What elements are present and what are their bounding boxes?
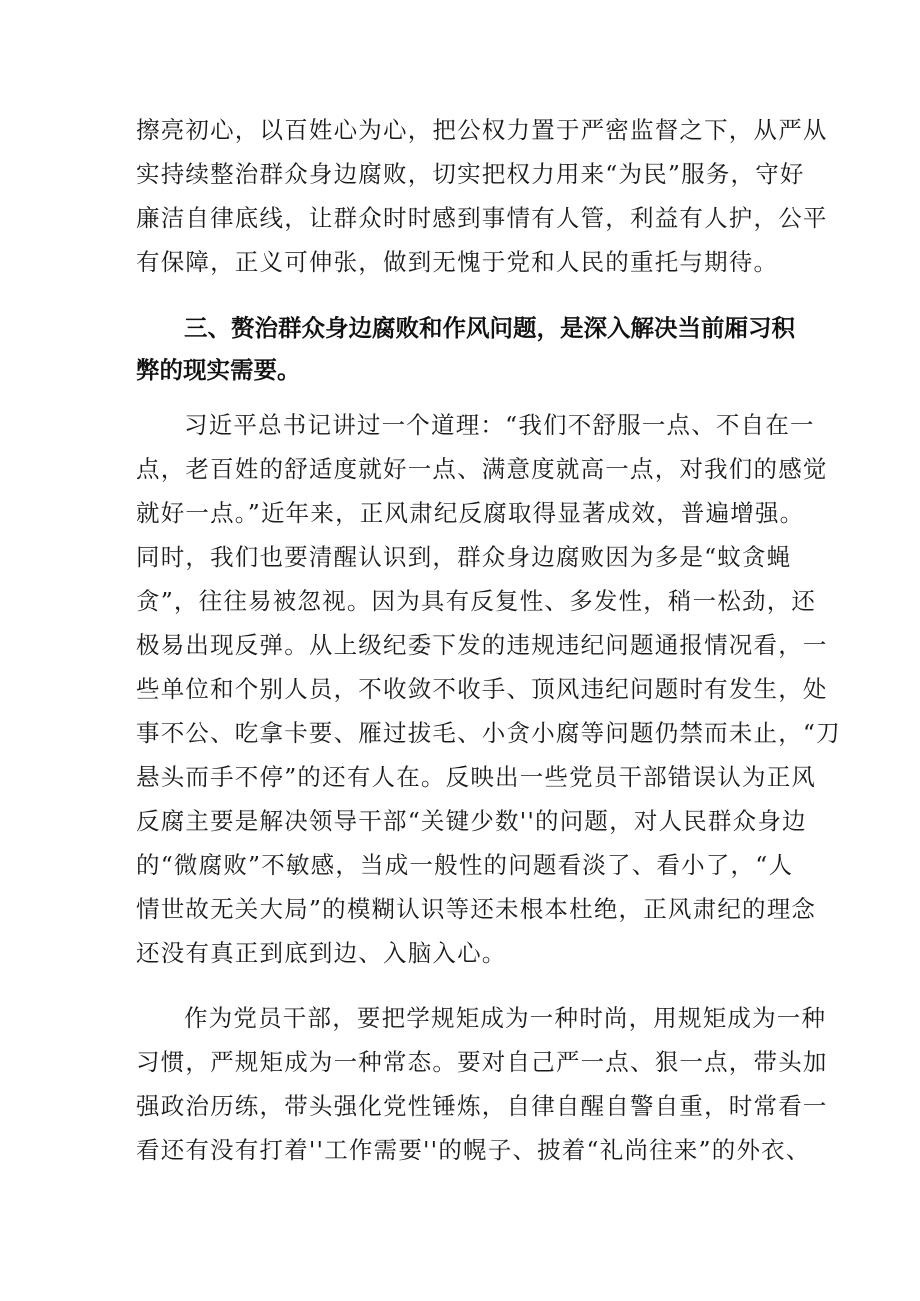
heading-line: 三、赘治群众身边腐败和作风问题，是深入解决当前厢习积: [184, 314, 795, 342]
paragraph-line: 强政治历练，带头强化党性锤炼，自律自醒自警自重，时常看一: [136, 1092, 828, 1120]
paragraph-line: 有保障，正义可伸张，做到无愧于党和人民的重托与期待。: [136, 248, 779, 276]
paragraph-3: [136, 996, 828, 1172]
paragraph-line: 擦亮初心，以百姓心为心，把公权力置于严密监督之下，从严从: [136, 116, 828, 144]
paragraph-line: 些单位和个别人员，不收敛不收手、顶风违纪问题时有发生，处: [136, 675, 828, 703]
paragraph-line: 习近平总书记讲过一个道理：“我们不舒服一点、不自在一: [184, 411, 815, 439]
paragraph-line: 同时，我们也要清醒认识到，群众身边腐败因为多是“蚊贪蝇: [136, 543, 792, 571]
paragraph-line: 事不公、吃拿卡要、雁过拔毛、小贪小腐等问题仍禁而未止，“刀: [136, 719, 841, 747]
paragraph-line: 还没有真正到底到边、入脑入心。: [136, 939, 507, 967]
paragraph-line: 看还有没有打着''工作需要''的幌子、披着“礼尚往来”的外衣、: [136, 1136, 811, 1164]
paragraph-line: 极易出现反弹。从上级纪委下发的违规违纪问题通报情况看，一: [136, 631, 828, 659]
paragraph-line: 实持续整治群众身边腐败，切实把权力用来“为民”服务，守好: [136, 160, 805, 188]
paragraph-line: 习惯，严规矩成为一种常态。要对自己严一点、狠一点，带头加: [136, 1048, 828, 1076]
paragraph-line: 的“微腐败”不敏感，当成一般性的问题看淡了、看小了，“人: [136, 851, 794, 879]
paragraph-line: 廉洁自律底线，让群众时时感到事情有人管，利益有人护，公平: [136, 204, 828, 232]
paragraph-line: 悬头而手不停”的还有人在。反映出一些党员干部错误认为正风: [136, 763, 817, 791]
section-heading-3: [136, 307, 796, 391]
paragraph-line: 情世故无关大局”的模糊认识等还未根本杜绝，正风肃纪的理念: [136, 895, 817, 923]
paragraph-2: [136, 403, 841, 975]
paragraph-line: 贪”，往往易被忽视。因为具有反复性、多发性，稍一松劲，还: [136, 587, 817, 615]
paragraph-line: 作为党员干部，要把学规矩成为一种时尚，用规矩成为一种: [184, 1004, 827, 1032]
heading-line: 弊的现实需要。: [136, 356, 301, 384]
paragraph-1: [136, 108, 828, 284]
paragraph-line: 点，老百姓的舒适度就好一点、满意度就高一点，对我们的感觉: [136, 455, 828, 483]
paragraph-line: 反腐主要是解决领导干部“关键少数''的问题，对人民群众身边: [136, 807, 807, 835]
paragraph-line: 就好一点。”近年来，正风肃纪反腐取得显著成效，普遍增强。: [136, 499, 805, 527]
